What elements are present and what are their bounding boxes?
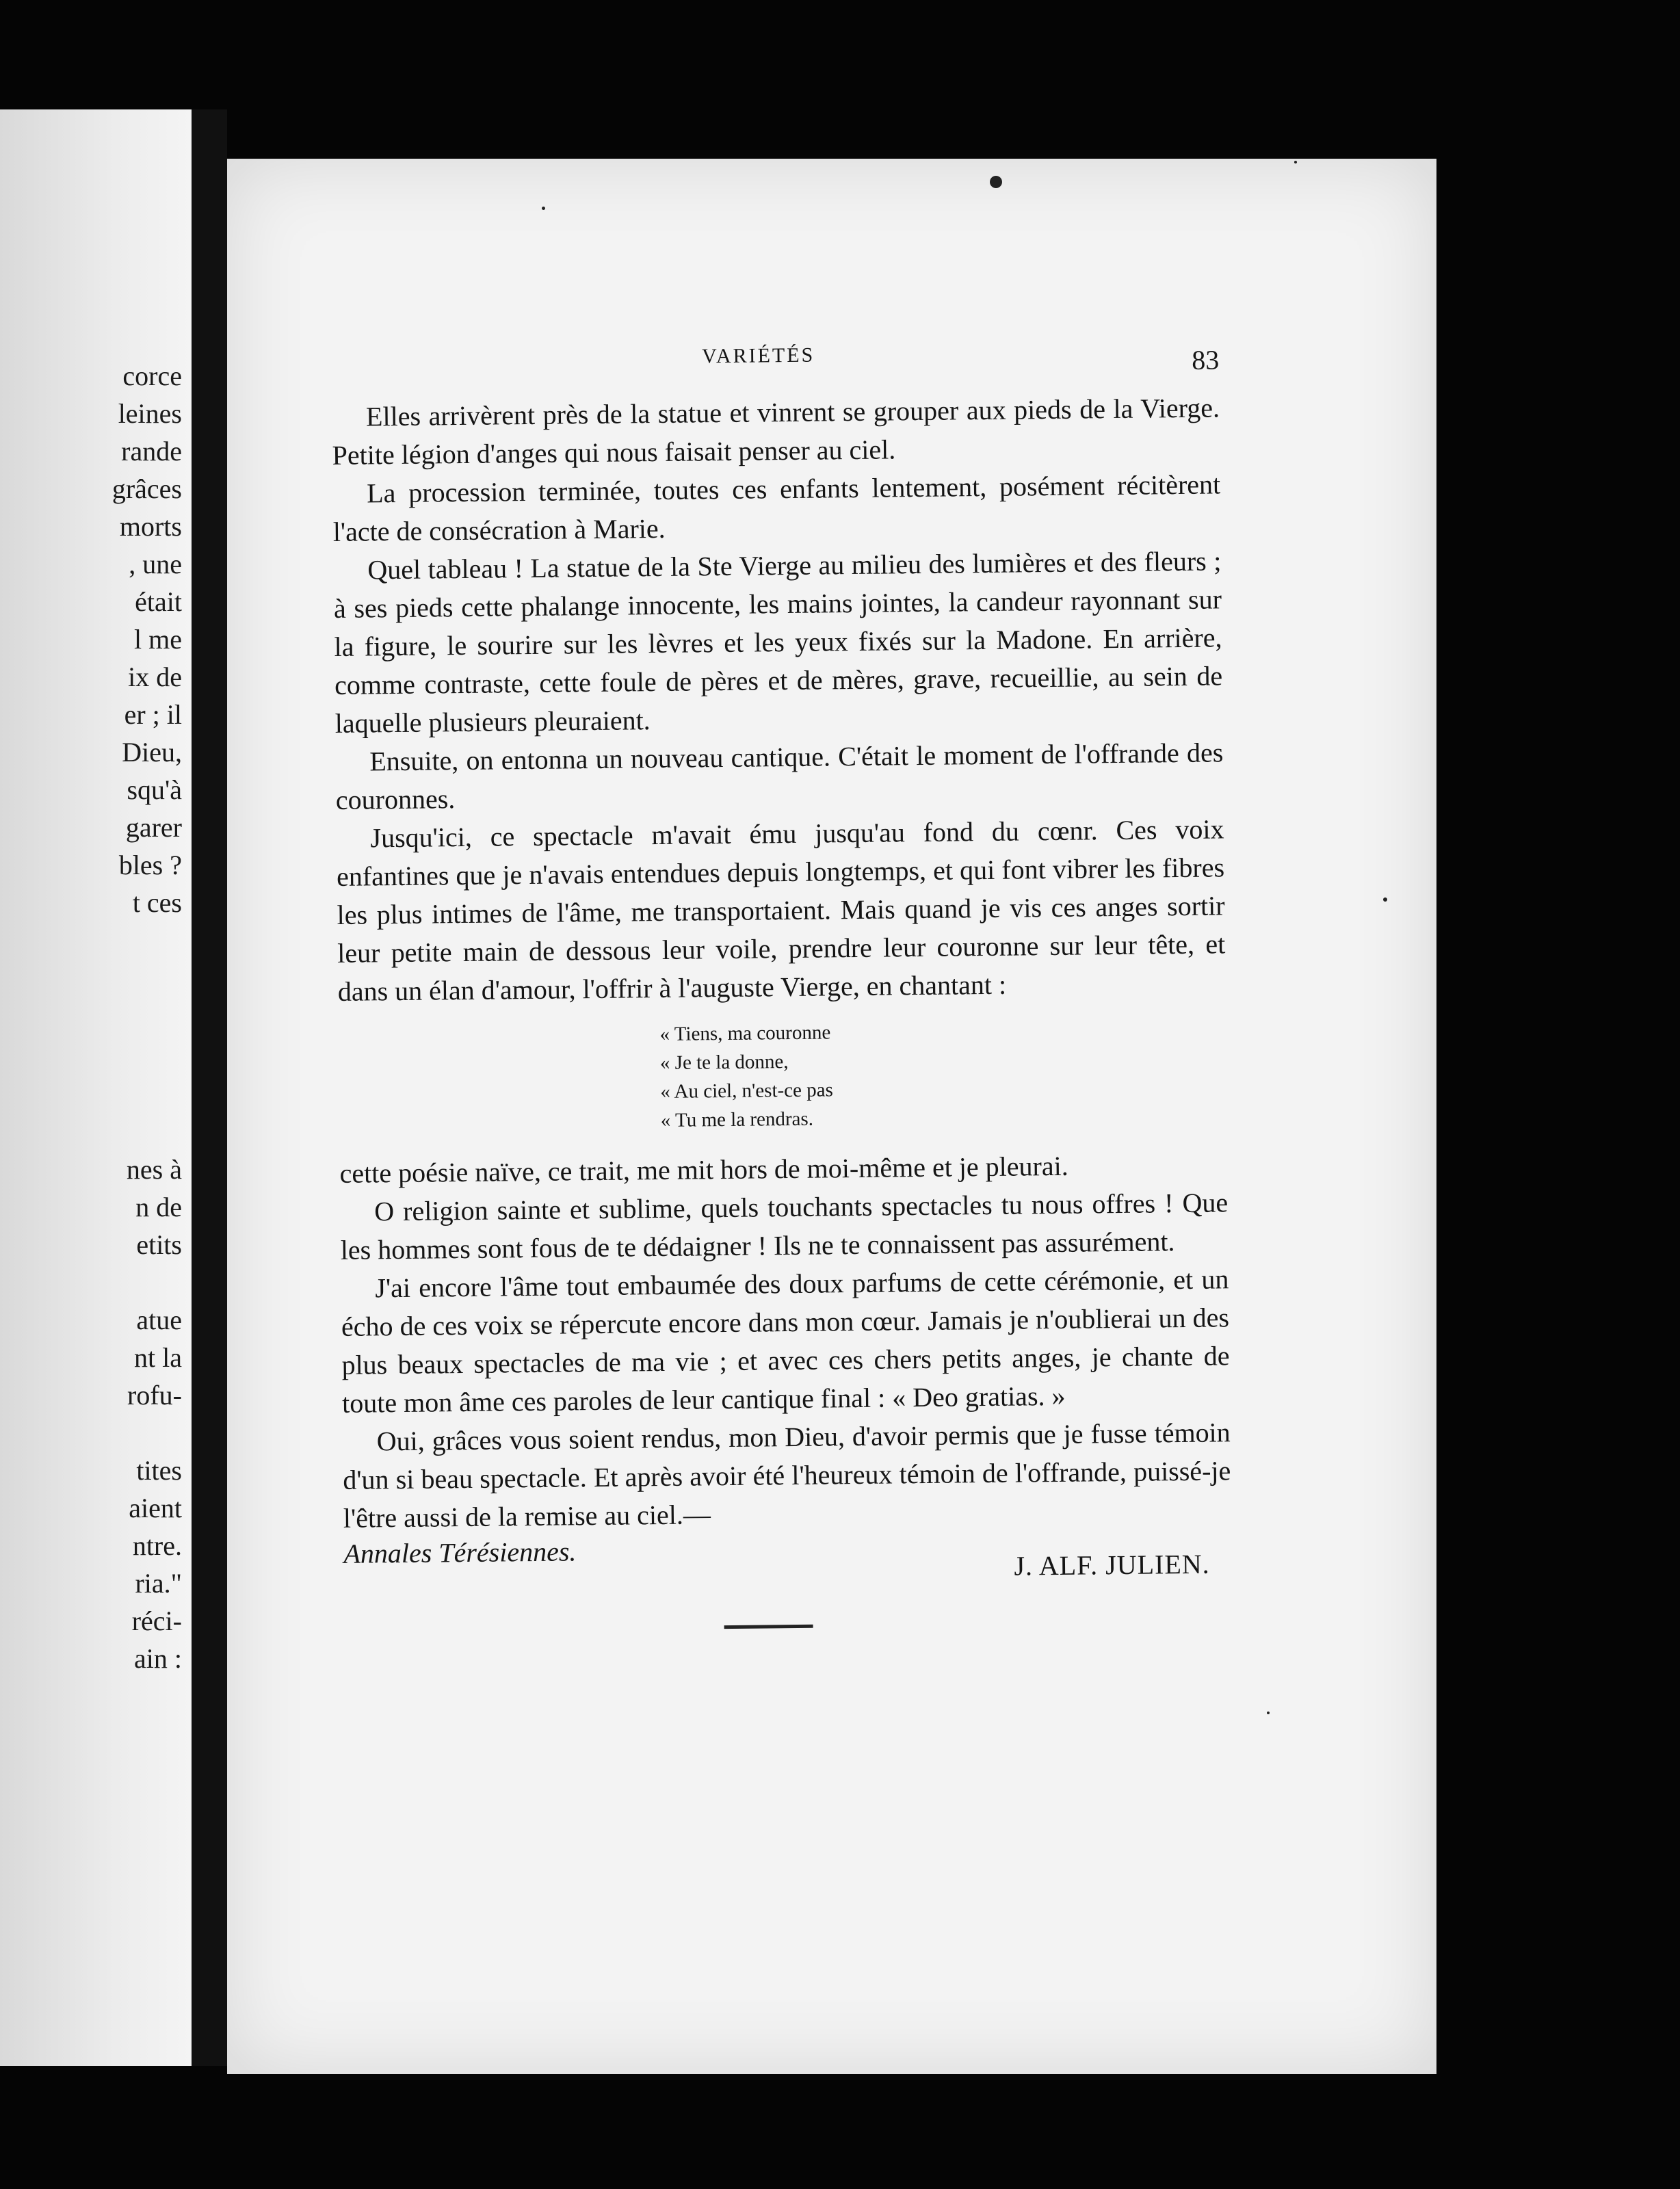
poem-line: « Au ciel, n'est-ce pas — [660, 1079, 834, 1103]
left-page-text-fragment: morts — [119, 511, 182, 542]
end-rule — [724, 1625, 813, 1629]
left-page-text-fragment: atue — [136, 1305, 182, 1335]
source-citation: Annales Térésiennes. — [343, 1536, 577, 1569]
left-page-text-fragment: garer — [125, 812, 182, 843]
left-page-text-fragment: leines — [118, 398, 182, 429]
left-page-text-fragment: , une — [129, 549, 182, 579]
poem-line: « Tu me la rendras. — [660, 1107, 814, 1132]
left-page-text-fragment: nes à — [126, 1154, 182, 1185]
paragraphs-after-poem — [340, 1183, 1231, 1538]
book-page — [227, 159, 1436, 2074]
poem — [659, 1014, 1227, 1135]
paragraphs-before-poem — [332, 389, 1226, 1011]
scan-speck — [1267, 1712, 1270, 1714]
left-page-text-fragment: réci- — [131, 1605, 182, 1636]
page-number: 83 — [1192, 344, 1220, 376]
left-page-text-fragment: Dieu, — [122, 737, 182, 768]
left-page-text-fragment: l me — [134, 624, 182, 655]
scan-speck — [990, 176, 1002, 188]
paragraph: Ensuite, on entonna un nouveau cantique. C'était le moment de l'offrande des couronnes. — [335, 737, 1224, 815]
running-head — [331, 339, 1220, 390]
signoff — [343, 1528, 1232, 1582]
paragraph: Elles arrivèrent près de la statue et vinrent se grouper aux pieds de la Vierge. Petite légion d'anges qui nous faisait penser au ciel. — [332, 392, 1220, 471]
scan-speck — [1294, 161, 1297, 163]
page-gutter — [192, 109, 227, 2066]
left-page-text-fragment: ntre. — [132, 1530, 182, 1561]
paragraph: Jusqu'ici, ce spectacle m'avait ému jusqu'au fond du cœnr. Ces voix enfantines que je n'avais entendues depuis longtemps, et qui font vibrer les fibres les plus intimes de l'âme, me transportaient. Mais quand je vis ces anges sortir leur petite main de dessous leur voile, prendre leur couronne sur leur tête, et dans un élan d'amour, l'offrir à l'auguste Vierge, en chantant : — [336, 813, 1226, 1007]
left-page-fragment — [0, 109, 192, 2066]
poem-continuation: cette poésie naïve, ce trait, me mit hors de moi-même et je pleurai. — [339, 1150, 1068, 1189]
left-page-text-fragment: bles ? — [118, 850, 182, 880]
paragraph: Oui, grâces vous soient rendus, mon Dieu, d'avoir permis que je fusse témoin d'un si beau spectacle. Et après avoir été l'heureux témoin de l'offrande, puissé-je l'être aussi de la remise au ciel.— — [343, 1417, 1231, 1534]
left-page-text-fragment: aient — [129, 1493, 182, 1523]
running-title: VARIÉTÉS — [701, 343, 815, 368]
author-signature: J. ALF. JULIEN. — [1014, 1548, 1210, 1582]
left-page-text-fragment: n de — [135, 1192, 182, 1222]
left-page-text-fragment: ria." — [135, 1568, 182, 1599]
paragraph: La procession terminée, toutes ces enfants lentement, posément récitèrent l'acte de consécration à Marie. — [332, 469, 1221, 547]
left-page-text-fragment: nt la — [134, 1342, 182, 1373]
paragraph: Quel tableau ! La statue de la Ste Vierge au milieu des lumières et des fleurs ; à ses pieds cette phalange innocente, les mains jointes, la candeur rayonnant sur la figure, le sourire sur les lèvres et les yeux fixés sur la Madone. En arrière, comme contraste, cette foule de pères et de mères, grave, recueillie, au sein de laquelle plusieurs pleuraient. — [333, 545, 1223, 739]
poem-line: « Tiens, ma couronne — [659, 1021, 831, 1046]
scan-speck — [1383, 897, 1387, 902]
left-page-text-fragment: squ'à — [127, 774, 182, 805]
left-page-text-fragment: grâces — [111, 473, 182, 504]
left-page-text-fragment: etits — [136, 1229, 182, 1260]
paragraph: J'ai encore l'âme tout embaumée des doux parfums de cette cérémonie, et un écho de ces voix se répercute encore dans mon cœur. Jamais je n'oublierai un des plus beaux spectacles de ma vie ; et avec ces chers petits anges, je chante de toute mon âme ces paroles de leur cantique final : « Deo gratias. » — [341, 1263, 1230, 1419]
left-page-text-fragment: rande — [121, 436, 182, 467]
left-page-text-fragment: était — [135, 586, 182, 617]
page-content — [331, 339, 1233, 1632]
left-page-text-fragment: corce — [122, 361, 182, 391]
left-page-text-fragment: ix de — [128, 661, 182, 692]
left-page-text-fragment: ain : — [134, 1643, 182, 1674]
poem-line: « Je te la donne, — [659, 1051, 789, 1075]
left-page-text-fragment: er ; il — [124, 699, 182, 730]
scan-speck — [542, 207, 545, 210]
left-page-text-fragment: rofu- — [127, 1380, 182, 1411]
left-page-text-fragment: tites — [136, 1455, 182, 1486]
left-page-text-fragment: t ces — [132, 887, 182, 918]
paragraph: O religion sainte et sublime, quels touchants spectacles tu nous offres ! Que les hommes sont fous de te dédaigner ! Ils ne te connaissent pas assurément. — [340, 1187, 1229, 1266]
text-body — [332, 389, 1231, 1538]
